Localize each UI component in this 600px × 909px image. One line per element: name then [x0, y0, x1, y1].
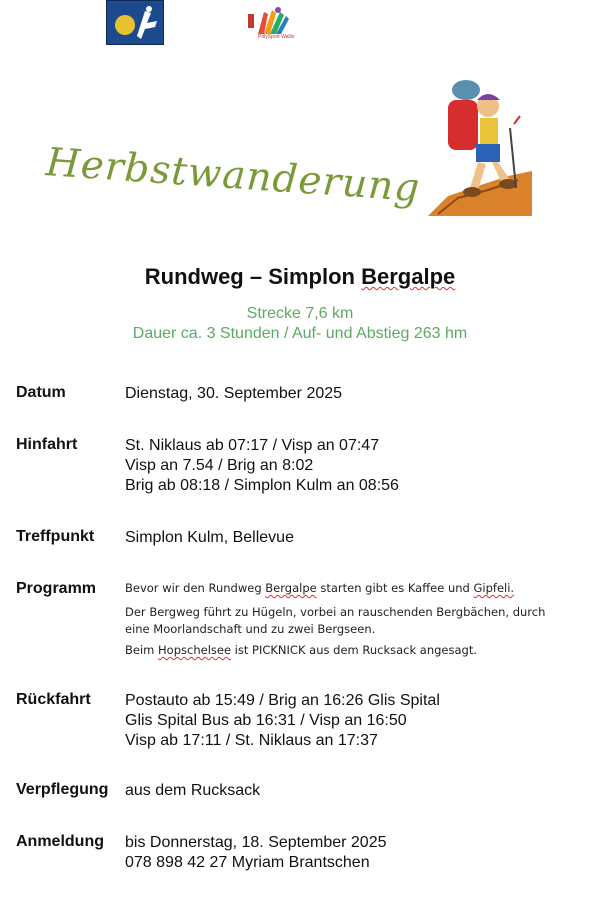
- programm-p1-c: starten gibt es Kaffee und: [316, 581, 474, 595]
- programm-p1-d: Gipfeli.: [473, 581, 515, 595]
- programm-paragraph-3: [125, 642, 565, 659]
- datum-value: [125, 384, 342, 404]
- rueckfahrt-line-1: Postauto ab 15:49 / Brig an 16:26 Glis Spital: [125, 692, 440, 709]
- hinfahrt-label: Hinfahrt: [16, 436, 78, 453]
- programm-paragraph-2: Der Bergweg führt zu Hügeln, vorbei an rauschenden Bergbächen, durch eine Moorlandschaft und zu zwei Bergseen.: [125, 605, 546, 636]
- title-script: Herbstwanderung: [44, 140, 422, 212]
- rueckfahrt-label: Rückfahrt: [16, 691, 91, 708]
- club-logo: [106, 0, 164, 45]
- programm-p3-b: Hopschelsee: [158, 643, 232, 657]
- rueckfahrt-line-2: Glis Spital Bus ab 16:31 / Visp an 16:50: [125, 712, 407, 729]
- hinfahrt-line-1: St. Niklaus ab 07:17 / Visp an 07:47: [125, 437, 380, 454]
- verpflegung-text: aus dem Rucksack: [125, 782, 261, 799]
- verpflegung-label: Verpflegung: [16, 781, 109, 798]
- anmeldung-line-2: 078 898 42 27 Myriam Brantschen: [125, 854, 370, 871]
- subtitle-distance: Strecke 7,6 km: [246, 305, 354, 322]
- hinfahrt-line-2: Visp an 7.54 / Brig an 8:02: [125, 457, 314, 474]
- hinfahrt-value: [125, 436, 399, 496]
- programm-paragraph-1: [125, 580, 565, 597]
- treffpunkt-text: Simplon Kulm, Bellevue: [125, 529, 294, 546]
- treffpunkt-value: [125, 528, 294, 548]
- anmeldung-value: [125, 833, 387, 873]
- programm-p1-a: Bevor wir den Rundweg: [125, 581, 266, 595]
- verpflegung-value: [125, 781, 260, 801]
- programm-label: Programm: [16, 580, 97, 597]
- polysport-logo-text: PolySport Wallis: [258, 34, 295, 40]
- route-heading: [0, 264, 600, 290]
- subtitle-duration: Dauer ca. 3 Stunden / Auf- und Abstieg 263 hm: [132, 325, 468, 342]
- datum-text: Dienstag, 30. September 2025: [125, 385, 343, 402]
- rueckfahrt-line-3: Visp ab 17:11 / St. Niklaus an 17:37: [125, 732, 378, 749]
- anmeldung-label: Anmeldung: [16, 833, 104, 850]
- hiker-illustration: [428, 76, 532, 216]
- programm-p3-a: Beim: [125, 643, 159, 657]
- programm-p3-c: ist PICKNICK aus dem Rucksack angesagt.: [231, 643, 478, 657]
- hinfahrt-line-3: Brig ab 08:18 / Simplon Kulm an 08:56: [125, 477, 399, 494]
- heading-text: Rundweg – Simplon: [144, 264, 362, 289]
- heading-underlined-word: Bergalpe: [361, 264, 456, 289]
- programm-p1-b: Bergalpe: [265, 581, 317, 595]
- datum-label: Datum: [16, 384, 66, 401]
- treffpunkt-label: Treffpunkt: [16, 528, 95, 545]
- anmeldung-line-1: bis Donnerstag, 18. September 2025: [125, 834, 387, 851]
- rueckfahrt-value: [125, 691, 440, 751]
